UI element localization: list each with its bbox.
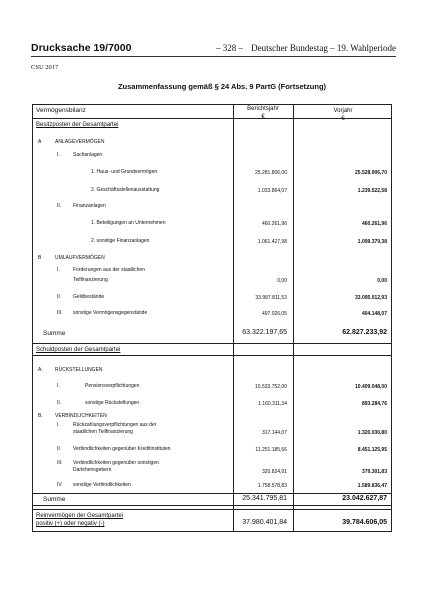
liabilities-heading: Schuldposten der Gesamtpartei xyxy=(36,347,121,353)
row-label-continued: staatlichen Teilfinanzierung xyxy=(73,429,133,435)
value-prior: 1.589.836,47 xyxy=(357,483,387,489)
row-number: A xyxy=(38,139,42,145)
value-prior: 1.239.522,58 xyxy=(357,188,387,194)
value-prior: 25.528.906,70 xyxy=(355,170,387,176)
row-label: sonstige Rückstellungen xyxy=(85,400,140,406)
value-current: 1.160.311,34 xyxy=(258,401,287,407)
value-prior: 8.451.125,95 xyxy=(357,447,387,453)
row-label: Rückzahlungsverpflichtungen aus der xyxy=(73,422,157,428)
assets-sum-prior: 62.827.233,92 xyxy=(342,329,387,336)
row-number: I. xyxy=(57,383,60,389)
value-current: 317.144,07 xyxy=(261,430,287,436)
header-rule xyxy=(31,56,396,57)
parliament-label: Deutscher Bundestag – 19. Wahlperiode xyxy=(251,43,396,53)
column-divider xyxy=(233,105,234,531)
value-current: 25.281.806,06 xyxy=(255,170,287,176)
net-assets-prior: 39.784.606,05 xyxy=(342,519,387,526)
value-prior: 1.099.379,38 xyxy=(357,239,387,245)
assets-sum-label: Summe xyxy=(43,330,66,337)
liabilities-sum-label: Summe xyxy=(43,496,66,503)
value-current: 1.061.427,98 xyxy=(257,239,287,245)
row-label: Geldbestände xyxy=(73,294,105,300)
row-label: RÜCKSTELLUNGEN xyxy=(55,367,103,373)
row-number: I. xyxy=(57,267,60,273)
row-label: Verbindlichkeiten gegenüber Kreditinstituten xyxy=(73,446,171,452)
document-number: Drucksache 19/7000 xyxy=(31,42,132,54)
row-label: VERBINDLICHKEITEN xyxy=(55,413,107,419)
value-prior: 379.301,83 xyxy=(361,469,387,475)
row-label: 2. Geschäftsstellenausstattung xyxy=(91,187,160,193)
liabilities-sum-current: 25.341.795,81 xyxy=(242,495,287,502)
value-current: 1.033.864,07 xyxy=(257,188,287,194)
row-rule xyxy=(33,493,391,494)
row-rule xyxy=(33,509,391,510)
row-label: 1. Beteiligungen an Unternehmen xyxy=(91,220,166,226)
row-number: III. xyxy=(57,460,63,466)
page-title: Zusammenfassung gemäß § 24 Abs. 9 PartG (Fortsetzung) xyxy=(117,82,327,91)
value-prior: 460.261,96 xyxy=(361,221,387,227)
value-prior: 404.148,07 xyxy=(361,311,387,317)
value-prior: 0,00 xyxy=(377,278,387,284)
assets-heading: Besitzposten der Gesamtpartei xyxy=(36,122,119,128)
row-number: IV. xyxy=(57,482,63,488)
row-label: Verbindlichkeiten gegenüber sonstigen xyxy=(73,460,159,466)
value-current: 10.533.752,00 xyxy=(255,384,287,390)
row-number: B. xyxy=(38,413,43,419)
row-number: I. xyxy=(57,422,60,428)
row-label: 2. sonstige Finanzanlagen xyxy=(91,238,150,244)
value-current: 497.026,05 xyxy=(261,311,287,317)
row-label: ANLAGEVERMÖGEN xyxy=(55,139,105,145)
row-number: A. xyxy=(38,367,43,373)
row-label: 1. Haus- und Grundvermögen xyxy=(91,169,158,175)
row-number: I. xyxy=(57,152,60,158)
liabilities-sum-prior: 23.042.627,87 xyxy=(342,495,387,502)
table-heading: Vermögensbilanz xyxy=(36,107,86,114)
row-number: II. xyxy=(57,203,62,209)
row-number: II. xyxy=(57,446,62,452)
row-number: II. xyxy=(57,400,62,406)
value-current: 0,00 xyxy=(277,278,287,284)
row-label-continued: Teilfinanzierung xyxy=(73,277,108,283)
row-number: II. xyxy=(57,294,62,300)
assets-sum-current: 63.322.197,65 xyxy=(242,329,287,336)
row-rule xyxy=(33,355,391,356)
row-rule xyxy=(33,343,391,344)
net-assets-label: Reinvermögen der Gesamtpartei xyxy=(36,513,124,519)
column-divider xyxy=(293,105,294,531)
column-header-current-year: Berichtsjahr € xyxy=(247,106,279,120)
page-number: – 328 – xyxy=(216,43,243,53)
value-current: 11.251.185,66 xyxy=(255,447,287,453)
value-prior: 893.284,76 xyxy=(361,401,387,407)
row-label-continued: Darlehensgebern xyxy=(73,467,112,473)
value-prior: 33.095.012,93 xyxy=(355,295,387,301)
row-label: Finanzanlagen xyxy=(73,203,106,209)
row-label: sonstige Vermögensgegenstände xyxy=(73,310,148,316)
page-header xyxy=(31,42,396,56)
row-label: Sachanlagen xyxy=(73,152,103,158)
row-number: B xyxy=(38,255,42,261)
party-label: CSU 2017 xyxy=(31,64,59,71)
value-current: 460.261,96 xyxy=(261,221,287,227)
value-current: 320.824,91 xyxy=(261,469,287,475)
row-label: Forderungen aus der staatlichen xyxy=(73,267,145,273)
value-prior: 1.320.030,80 xyxy=(357,430,387,436)
balance-table xyxy=(32,104,392,532)
row-label: UMLAUFVERMÖGEN xyxy=(55,255,105,261)
row-label: Pensionsverpflichtungen xyxy=(85,383,140,389)
net-assets-current: 37.980.401,84 xyxy=(242,519,287,526)
value-current: 33.987.811,53 xyxy=(255,295,287,301)
row-number: III. xyxy=(57,310,63,316)
row-rule xyxy=(33,505,391,506)
row-label: sonstige Verbindlichkeiten xyxy=(73,482,131,488)
value-prior: 10.409.048,00 xyxy=(355,384,387,390)
net-assets-sign-label: positiv (+) oder negativ (-) xyxy=(36,521,105,527)
column-header-prior-year: Vorjahr € xyxy=(333,108,353,122)
value-current: 1.758.578,83 xyxy=(257,483,287,489)
